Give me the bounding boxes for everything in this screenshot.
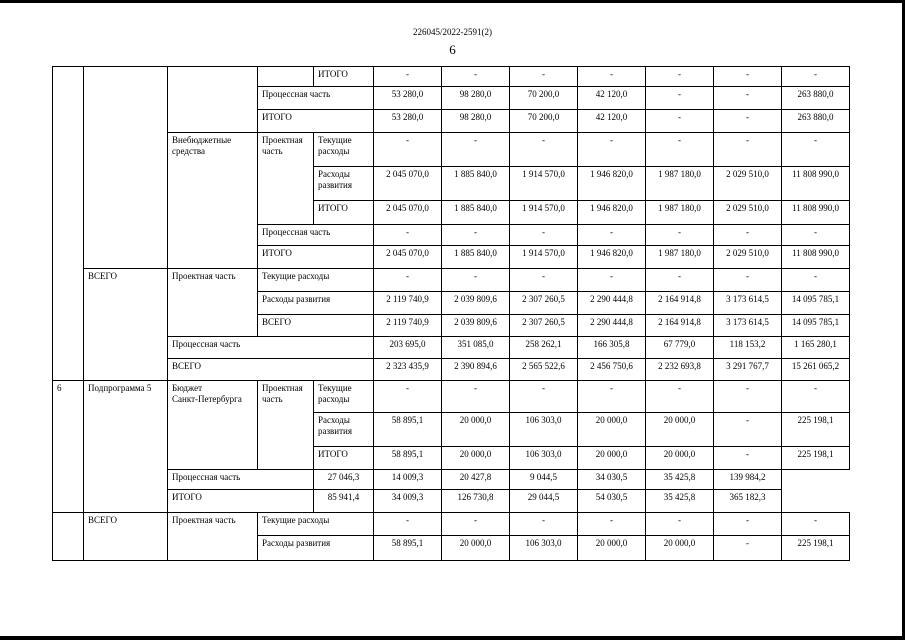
- value-cell: 20 000,0: [578, 447, 646, 470]
- value-cell: 106 303,0: [510, 413, 578, 447]
- value-cell: -: [442, 269, 510, 292]
- value-cell: 67 779,0: [646, 337, 714, 359]
- value-cell: -: [442, 381, 510, 413]
- label-cell: ИТОГО: [314, 201, 374, 225]
- label-cell: Расходы развития: [314, 413, 374, 447]
- total-value-cell: -: [782, 225, 850, 246]
- value-cell: 2 290 444,8: [578, 292, 646, 315]
- row-name-cell: [84, 67, 168, 269]
- label-cell: ИТОГО: [314, 447, 374, 470]
- category-cell: Проектная часть: [258, 133, 314, 225]
- document-number: 226045/2022-2591(2): [413, 27, 492, 37]
- value-cell: 53 280,0: [374, 87, 442, 110]
- value-cell: -: [510, 225, 578, 246]
- total-value-cell: 11 808 990,0: [782, 201, 850, 225]
- value-cell: 2 119 740,9: [374, 315, 442, 337]
- table-row: [53, 269, 850, 292]
- page-number: 6: [449, 42, 456, 57]
- value-cell: 54 030,5: [578, 490, 646, 513]
- value-cell: -: [374, 381, 442, 413]
- row-number-cell: [53, 67, 84, 381]
- value-cell: -: [578, 381, 646, 413]
- value-cell: 20 000,0: [578, 536, 646, 561]
- value-cell: 42 120,0: [578, 110, 646, 133]
- value-cell: -: [578, 133, 646, 167]
- value-cell: 1 987 180,0: [646, 246, 714, 269]
- scan-border-bottom: [0, 636, 905, 640]
- value-cell: -: [646, 67, 714, 87]
- value-cell: 20 427,8: [442, 470, 510, 490]
- label-cell: Процессная часть: [258, 87, 374, 110]
- value-cell: 2 164 914,8: [646, 292, 714, 315]
- value-cell: -: [578, 67, 646, 87]
- value-cell: -: [714, 110, 782, 133]
- label-cell: ВСЕГО: [258, 315, 374, 337]
- value-cell: -: [374, 225, 442, 246]
- value-cell: 2 565 522,6: [510, 359, 578, 381]
- value-cell: 58 895,1: [374, 447, 442, 470]
- total-value-cell: -: [782, 513, 850, 536]
- value-cell: -: [646, 110, 714, 133]
- value-cell: -: [374, 67, 442, 87]
- value-cell: 98 280,0: [442, 87, 510, 110]
- value-cell: 85 941,4: [314, 490, 374, 513]
- value-cell: -: [510, 381, 578, 413]
- label-cell: [258, 67, 314, 87]
- value-cell: -: [374, 269, 442, 292]
- table-row: [53, 470, 850, 490]
- total-value-cell: 225 198,1: [782, 447, 850, 470]
- source-cell: Внебюджетные средства: [168, 133, 258, 269]
- value-cell: 14 009,3: [374, 470, 442, 490]
- value-cell: 27 046,3: [314, 470, 374, 490]
- scan-border-top: [0, 0, 905, 3]
- label-cell: ИТОГО: [258, 110, 374, 133]
- value-cell: -: [646, 225, 714, 246]
- value-cell: -: [442, 513, 510, 536]
- value-cell: -: [714, 381, 782, 413]
- value-cell: 2 119 740,9: [374, 292, 442, 315]
- value-cell: 20 000,0: [442, 536, 510, 561]
- value-cell: 20 000,0: [578, 413, 646, 447]
- value-cell: -: [714, 133, 782, 167]
- value-cell: -: [510, 133, 578, 167]
- value-cell: 20 000,0: [646, 536, 714, 561]
- label-cell: Текущие расходы: [258, 269, 374, 292]
- value-cell: 2 039 809,6: [442, 315, 510, 337]
- value-cell: 3 173 614,5: [714, 315, 782, 337]
- value-cell: -: [646, 381, 714, 413]
- value-cell: 20 000,0: [442, 447, 510, 470]
- value-cell: -: [714, 225, 782, 246]
- value-cell: 34 030,5: [578, 470, 646, 490]
- value-cell: -: [578, 225, 646, 246]
- label-cell: Текущие расходы: [314, 133, 374, 167]
- value-cell: 2 164 914,8: [646, 315, 714, 337]
- value-cell: 20 000,0: [646, 413, 714, 447]
- value-cell: 351 085,0: [442, 337, 510, 359]
- value-cell: 2 039 809,6: [442, 292, 510, 315]
- value-cell: -: [714, 269, 782, 292]
- value-cell: 2 390 894,6: [442, 359, 510, 381]
- label-cell: Процессная часть: [168, 337, 374, 359]
- value-cell: 166 305,8: [578, 337, 646, 359]
- label-cell: Расходы развития: [258, 292, 374, 315]
- total-value-cell: 1 165 280,1: [782, 337, 850, 359]
- table-row: [53, 359, 850, 381]
- category-cell: Проектная часть: [168, 513, 258, 561]
- value-cell: -: [374, 513, 442, 536]
- value-cell: 2 307 260,5: [510, 315, 578, 337]
- total-value-cell: -: [782, 269, 850, 292]
- value-cell: -: [646, 87, 714, 110]
- value-cell: 1 946 820,0: [578, 167, 646, 201]
- value-cell: 3 173 614,5: [714, 292, 782, 315]
- value-cell: -: [646, 133, 714, 167]
- table-row: [53, 490, 850, 513]
- label-cell: Расходы развития: [258, 536, 374, 561]
- row-number-cell: 6: [53, 381, 84, 513]
- value-cell: 1 885 840,0: [442, 201, 510, 225]
- label-cell: Расходы развития: [314, 167, 374, 201]
- value-cell: -: [510, 67, 578, 87]
- total-value-cell: 11 808 990,0: [782, 167, 850, 201]
- value-cell: 2 307 260,5: [510, 292, 578, 315]
- row-name-cell: ВСЕГО: [84, 513, 168, 561]
- category-cell: Проектная часть: [168, 269, 258, 337]
- value-cell: 118 153,2: [714, 337, 782, 359]
- value-cell: 2 290 444,8: [578, 315, 646, 337]
- value-cell: 3 291 767,7: [714, 359, 782, 381]
- value-cell: -: [442, 225, 510, 246]
- table-row: [53, 133, 850, 167]
- value-cell: 2 045 070,0: [374, 167, 442, 201]
- total-value-cell: -: [782, 67, 850, 87]
- value-cell: 70 200,0: [510, 110, 578, 133]
- total-value-cell: -: [782, 381, 850, 413]
- value-cell: 1 914 570,0: [510, 246, 578, 269]
- value-cell: 1 885 840,0: [442, 246, 510, 269]
- value-cell: 98 280,0: [442, 110, 510, 133]
- label-cell: Процессная часть: [258, 225, 374, 246]
- label-cell: Текущие расходы: [258, 513, 374, 536]
- value-cell: 1 914 570,0: [510, 167, 578, 201]
- budget-table: [52, 66, 850, 561]
- total-value-cell: 139 984,2: [714, 470, 782, 490]
- row-name-cell: Подпрограмма 5: [84, 381, 168, 513]
- value-cell: 35 425,8: [646, 490, 714, 513]
- value-cell: 2 232 693,8: [646, 359, 714, 381]
- value-cell: -: [442, 133, 510, 167]
- value-cell: -: [510, 269, 578, 292]
- value-cell: 106 303,0: [510, 536, 578, 561]
- total-value-cell: 15 261 065,2: [782, 359, 850, 381]
- total-value-cell: 263 880,0: [782, 87, 850, 110]
- category-cell: Проектная часть: [258, 381, 314, 470]
- value-cell: 42 120,0: [578, 87, 646, 110]
- value-cell: 1 987 180,0: [646, 167, 714, 201]
- label-cell: ИТОГО: [314, 67, 374, 87]
- value-cell: 53 280,0: [374, 110, 442, 133]
- table-row: [53, 67, 850, 87]
- value-cell: -: [510, 513, 578, 536]
- table-row: [53, 513, 850, 536]
- value-cell: -: [374, 133, 442, 167]
- total-value-cell: 365 182,3: [714, 490, 782, 513]
- value-cell: 1 946 820,0: [578, 201, 646, 225]
- label-cell: ИТОГО: [168, 490, 314, 513]
- value-cell: 58 895,1: [374, 536, 442, 561]
- total-value-cell: -: [782, 133, 850, 167]
- value-cell: -: [646, 269, 714, 292]
- value-cell: 2 045 070,0: [374, 201, 442, 225]
- total-value-cell: 225 198,1: [782, 536, 850, 561]
- value-cell: -: [714, 513, 782, 536]
- value-cell: 203 695,0: [374, 337, 442, 359]
- value-cell: 2 323 435,9: [374, 359, 442, 381]
- value-cell: -: [714, 67, 782, 87]
- value-cell: 58 895,1: [374, 413, 442, 447]
- value-cell: 2 456 750,6: [578, 359, 646, 381]
- value-cell: 9 044,5: [510, 470, 578, 490]
- value-cell: 2 045 070,0: [374, 246, 442, 269]
- value-cell: 1 885 840,0: [442, 167, 510, 201]
- total-value-cell: 14 095 785,1: [782, 292, 850, 315]
- value-cell: 2 029 510,0: [714, 246, 782, 269]
- value-cell: 126 730,8: [442, 490, 510, 513]
- value-cell: 35 425,8: [646, 470, 714, 490]
- total-value-cell: 14 095 785,1: [782, 315, 850, 337]
- value-cell: 1 987 180,0: [646, 201, 714, 225]
- value-cell: -: [442, 67, 510, 87]
- value-cell: 1 914 570,0: [510, 201, 578, 225]
- table-row: [53, 337, 850, 359]
- value-cell: 34 009,3: [374, 490, 442, 513]
- source-cell: Бюджет Санкт-Петербурга: [168, 381, 258, 470]
- value-cell: -: [646, 513, 714, 536]
- value-cell: -: [714, 87, 782, 110]
- label-cell: Процессная часть: [168, 470, 314, 490]
- label-cell: Текущие расходы: [314, 381, 374, 413]
- total-value-cell: 11 808 990,0: [782, 246, 850, 269]
- label-cell: ИТОГО: [258, 246, 374, 269]
- label-cell: ВСЕГО: [168, 359, 374, 381]
- value-cell: 258 262,1: [510, 337, 578, 359]
- value-cell: -: [714, 536, 782, 561]
- value-cell: -: [578, 513, 646, 536]
- value-cell: 1 946 820,0: [578, 246, 646, 269]
- source-cell: [168, 67, 258, 133]
- value-cell: 20 000,0: [646, 447, 714, 470]
- value-cell: 29 044,5: [510, 490, 578, 513]
- total-value-cell: 263 880,0: [782, 110, 850, 133]
- value-cell: 20 000,0: [442, 413, 510, 447]
- value-cell: -: [714, 413, 782, 447]
- value-cell: -: [714, 447, 782, 470]
- value-cell: 70 200,0: [510, 87, 578, 110]
- value-cell: 2 029 510,0: [714, 201, 782, 225]
- total-value-cell: 225 198,1: [782, 413, 850, 447]
- row-name-cell: ВСЕГО: [84, 269, 168, 381]
- value-cell: 2 029 510,0: [714, 167, 782, 201]
- table-row: [53, 381, 850, 413]
- row-number-cell: [53, 513, 84, 561]
- value-cell: -: [578, 269, 646, 292]
- value-cell: 106 303,0: [510, 447, 578, 470]
